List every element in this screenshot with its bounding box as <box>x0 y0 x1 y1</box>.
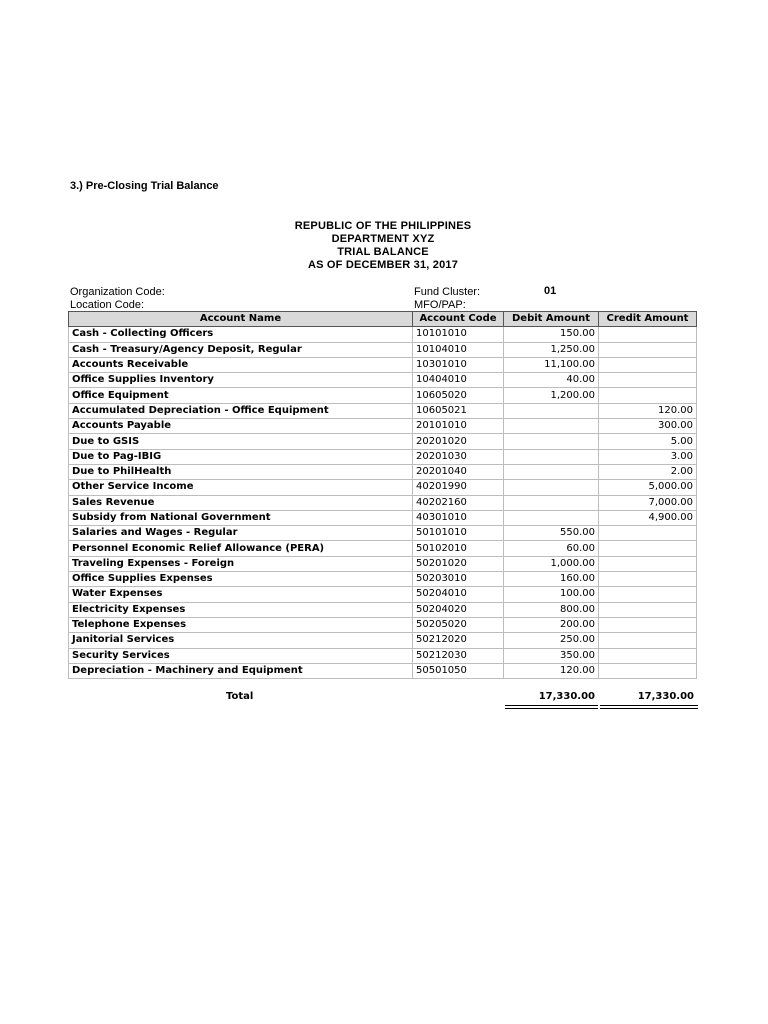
credit-amount-cell <box>599 663 697 678</box>
debit-amount-cell: 100.00 <box>504 587 599 602</box>
credit-amount-cell <box>599 572 697 587</box>
debit-amount-cell <box>504 510 599 525</box>
table-row <box>69 556 697 571</box>
header-report-title: TRIAL BALANCE <box>337 246 429 258</box>
account-code-cell: 10301010 <box>413 357 504 372</box>
table-row <box>69 617 697 632</box>
account-name-cell: Sales Revenue <box>69 495 413 510</box>
account-code-cell: 50101010 <box>413 526 504 541</box>
debit-amount-cell: 120.00 <box>504 663 599 678</box>
table-row <box>69 587 697 602</box>
header-date: AS OF DECEMBER 31, 2017 <box>307 259 459 271</box>
credit-amount-cell <box>599 327 697 342</box>
credit-amount-cell <box>599 342 697 357</box>
credit-amount-cell <box>599 357 697 372</box>
total-credit-underline <box>600 705 698 709</box>
table-header-row <box>69 312 697 327</box>
fund-cluster-label: Fund Cluster: <box>414 286 481 298</box>
table-row <box>69 510 697 525</box>
header-department: DEPARTMENT XYZ <box>331 233 435 245</box>
credit-amount-cell <box>599 556 697 571</box>
credit-amount-cell <box>599 373 697 388</box>
debit-amount-cell: 1,250.00 <box>504 342 599 357</box>
credit-amount-cell <box>599 633 697 648</box>
debit-amount-cell: 800.00 <box>504 602 599 617</box>
credit-amount-cell: 300.00 <box>599 419 697 434</box>
credit-amount-cell <box>599 587 697 602</box>
meta-left <box>70 286 165 312</box>
account-code-cell: 20201030 <box>413 449 504 464</box>
credit-amount-cell: 7,000.00 <box>599 495 697 510</box>
credit-amount-cell <box>599 648 697 663</box>
table-row <box>69 357 697 372</box>
credit-amount-cell <box>599 617 697 632</box>
credit-amount-cell: 5,000.00 <box>599 480 697 495</box>
account-name-cell: Office Equipment <box>69 388 413 403</box>
account-code-cell: 50204010 <box>413 587 504 602</box>
account-name-cell: Office Supplies Inventory <box>69 373 413 388</box>
credit-amount-cell <box>599 526 697 541</box>
account-code-cell: 50203010 <box>413 572 504 587</box>
account-name-cell: Personnel Economic Relief Allowance (PERA) <box>69 541 413 556</box>
debit-amount-cell: 40.00 <box>504 373 599 388</box>
account-code-cell: 40201990 <box>413 480 504 495</box>
total-credit: 17,330.00 <box>637 691 694 702</box>
table-row <box>69 480 697 495</box>
credit-amount-cell <box>599 541 697 556</box>
account-code-cell: 50204020 <box>413 602 504 617</box>
debit-amount-cell: 160.00 <box>504 572 599 587</box>
account-code-cell: 10404010 <box>413 373 504 388</box>
credit-amount-cell: 120.00 <box>599 403 697 418</box>
account-name-cell: Subsidy from National Government <box>69 510 413 525</box>
table-row <box>69 495 697 510</box>
debit-amount-cell: 550.00 <box>504 526 599 541</box>
account-code-cell: 50201020 <box>413 556 504 571</box>
debit-amount-cell <box>504 419 599 434</box>
fund-cluster-value: 01 <box>544 285 557 297</box>
account-code-cell: 40202160 <box>413 495 504 510</box>
debit-amount-cell <box>504 403 599 418</box>
account-name-cell: Due to PhilHealth <box>69 464 413 479</box>
debit-amount-cell: 1,000.00 <box>504 556 599 571</box>
account-name-cell: Due to Pag-IBIG <box>69 449 413 464</box>
debit-amount-cell <box>504 480 599 495</box>
debit-amount-cell: 11,100.00 <box>504 357 599 372</box>
credit-amount-cell: 3.00 <box>599 449 697 464</box>
credit-amount-cell: 2.00 <box>599 464 697 479</box>
account-code-cell: 20101010 <box>413 419 504 434</box>
account-code-cell: 10104010 <box>413 342 504 357</box>
debit-amount-cell: 250.00 <box>504 633 599 648</box>
account-name-cell: Security Services <box>69 648 413 663</box>
table-row <box>69 419 697 434</box>
col-account-name: Account Name <box>69 312 413 327</box>
account-code-cell: 40301010 <box>413 510 504 525</box>
debit-amount-cell: 60.00 <box>504 541 599 556</box>
account-code-cell: 50501050 <box>413 663 504 678</box>
account-code-cell: 10605020 <box>413 388 504 403</box>
table-row <box>69 403 697 418</box>
meta-mid <box>414 286 480 312</box>
account-name-cell: Janitorial Services <box>69 633 413 648</box>
credit-amount-cell <box>599 388 697 403</box>
account-name-cell: Telephone Expenses <box>69 617 413 632</box>
table-row <box>69 327 697 342</box>
table-row <box>69 572 697 587</box>
total-debit: 17,330.00 <box>538 691 595 702</box>
table-row <box>69 526 697 541</box>
debit-amount-cell <box>504 464 599 479</box>
mfo-pap-label: MFO/PAP: <box>414 299 466 311</box>
table-row <box>69 434 697 449</box>
account-name-cell: Cash - Treasury/Agency Deposit, Regular <box>69 342 413 357</box>
account-name-cell: Accumulated Depreciation - Office Equipment <box>69 403 413 418</box>
debit-amount-cell: 200.00 <box>504 617 599 632</box>
trial-balance-table <box>68 311 697 679</box>
org-code-label: Organization Code: <box>70 286 165 298</box>
section-title: 3.) Pre-Closing Trial Balance <box>70 180 219 192</box>
debit-amount-cell <box>504 434 599 449</box>
debit-amount-cell <box>504 495 599 510</box>
total-label: Total <box>226 691 254 702</box>
table-row <box>69 602 697 617</box>
account-name-cell: Other Service Income <box>69 480 413 495</box>
account-code-cell: 20201020 <box>413 434 504 449</box>
header-republic: REPUBLIC OF THE PHILIPPINES <box>294 220 472 232</box>
account-name-cell: Cash - Collecting Officers <box>69 327 413 342</box>
location-code-label: Location Code: <box>70 299 144 311</box>
credit-amount-cell <box>599 602 697 617</box>
total-debit-underline <box>505 705 598 709</box>
account-name-cell: Electricity Expenses <box>69 602 413 617</box>
debit-amount-cell: 1,200.00 <box>504 388 599 403</box>
account-code-cell: 50212020 <box>413 633 504 648</box>
account-code-cell: 10101010 <box>413 327 504 342</box>
account-name-cell: Due to GSIS <box>69 434 413 449</box>
table-row <box>69 388 697 403</box>
credit-amount-cell: 4,900.00 <box>599 510 697 525</box>
account-code-cell: 50205020 <box>413 617 504 632</box>
account-code-cell: 50212030 <box>413 648 504 663</box>
col-credit-amount: Credit Amount <box>599 312 697 327</box>
table-row <box>69 541 697 556</box>
report-header <box>0 220 768 272</box>
table-row <box>69 342 697 357</box>
table-row <box>69 373 697 388</box>
account-name-cell: Salaries and Wages - Regular <box>69 526 413 541</box>
table-body <box>69 327 697 679</box>
account-code-cell: 20201040 <box>413 464 504 479</box>
credit-amount-cell: 5.00 <box>599 434 697 449</box>
account-code-cell: 50102010 <box>413 541 504 556</box>
col-account-code: Account Code <box>413 312 504 327</box>
table-row <box>69 633 697 648</box>
account-code-cell: 10605021 <box>413 403 504 418</box>
table-row <box>69 648 697 663</box>
table-row <box>69 449 697 464</box>
debit-amount-cell <box>504 449 599 464</box>
account-name-cell: Water Expenses <box>69 587 413 602</box>
col-debit-amount: Debit Amount <box>504 312 599 327</box>
table-row <box>69 464 697 479</box>
account-name-cell: Accounts Receivable <box>69 357 413 372</box>
account-name-cell: Depreciation - Machinery and Equipment <box>69 663 413 678</box>
account-name-cell: Traveling Expenses - Foreign <box>69 556 413 571</box>
debit-amount-cell: 350.00 <box>504 648 599 663</box>
debit-amount-cell: 150.00 <box>504 327 599 342</box>
account-name-cell: Office Supplies Expenses <box>69 572 413 587</box>
table-row <box>69 663 697 678</box>
account-name-cell: Accounts Payable <box>69 419 413 434</box>
